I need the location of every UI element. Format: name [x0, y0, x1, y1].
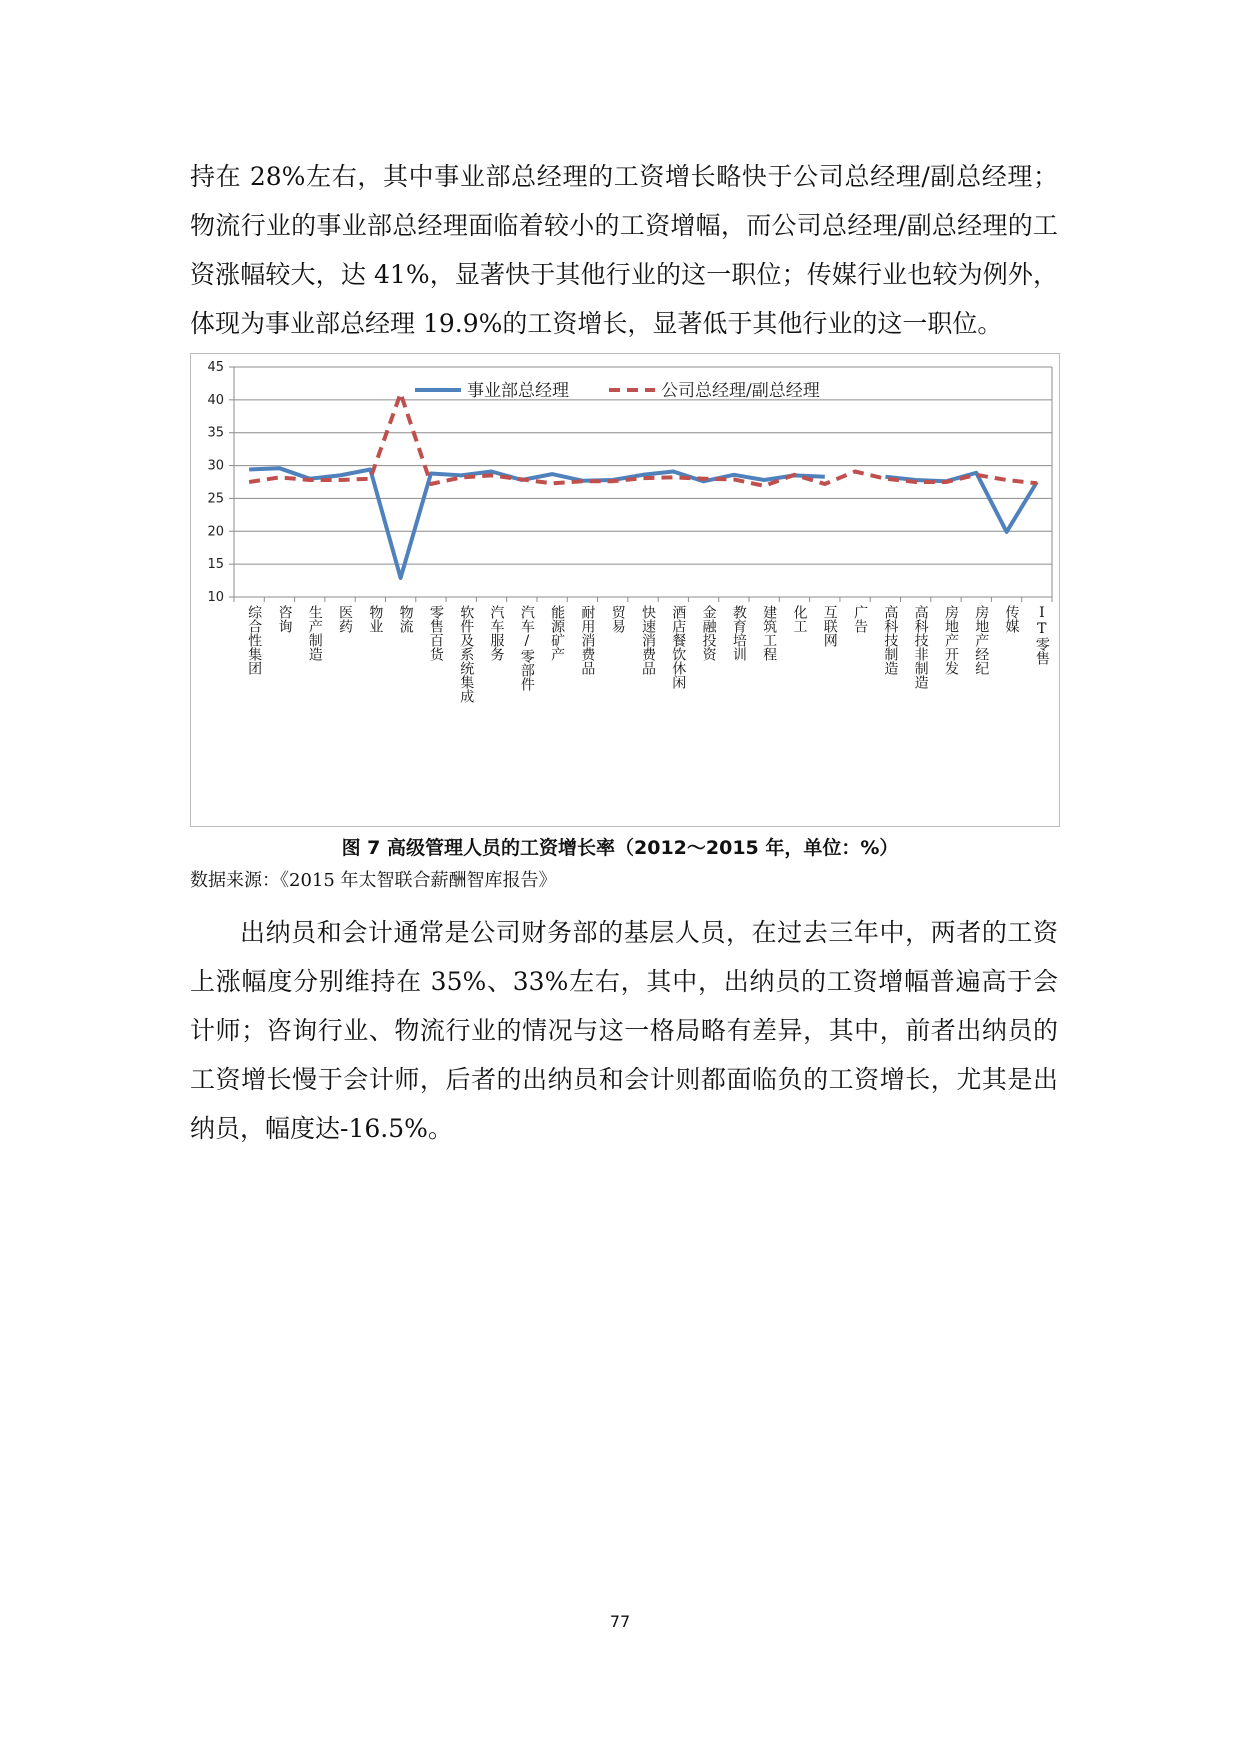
y-tick-label: 30 [207, 458, 224, 474]
x-tick-label: 化工 [791, 605, 808, 633]
x-tick-label: 物业 [367, 605, 384, 633]
x-tick-label: 高科技制造 [882, 605, 899, 675]
y-tick-label: 25 [207, 491, 224, 507]
series-line-1 [249, 468, 825, 578]
x-tick-label: 零售百货 [427, 605, 444, 661]
body-paragraph-1: 持在 28%左右，其中事业部总经理的工资增长略快于公司总经理/副总经理；物流行业的事业部总经理面临着较小的工资增幅，而公司总经理/副总经理的工资涨幅较大，达 41%，显著快于其他行业的这一职位；传媒行业也较为例外，体现为事业部总经理 19.9%的工资增长，显著低于其他行业的这一职位。 [190, 162, 1058, 338]
x-tick-label: 生产制造 [306, 605, 323, 661]
x-tick-label: 能源矿产 [549, 605, 566, 661]
x-tick-label: 耐用消费品 [579, 605, 596, 675]
y-tick-label: 15 [207, 557, 224, 573]
x-tick-label: 综合性集团 [246, 605, 263, 675]
x-tick-label: 互联网 [821, 605, 838, 647]
y-tick-label: 20 [207, 524, 224, 540]
x-tick-label: 快速消费品 [640, 605, 656, 675]
chart-canvas [191, 354, 1061, 828]
y-tick-label: 10 [207, 590, 224, 605]
y-tick-label: 40 [207, 392, 224, 408]
x-tick-label: 贸易 [609, 605, 626, 633]
body-paragraph-2: 出纳员和会计通常是公司财务部的基层人员，在过去三年中，两者的工资上涨幅度分别维持在 35%、33%左右，其中，出纳员的工资增幅普遍高于会计师；咨询行业、物流行业的情况与这一格局略有差异，其中，前者出纳员的工资增长慢于会计师，后者的出纳员和会计则都面临负的工资增长，尤其是出纳员，幅度达-16.5%。 [190, 918, 1058, 1143]
x-tick-label: 医药 [337, 605, 354, 633]
x-tick-label: 汽车服务 [488, 605, 505, 661]
x-tick-label: 咨询 [276, 605, 293, 633]
page-number: 77 [609, 1612, 631, 1631]
legend-label-2: 公司总经理/副总经理 [661, 381, 820, 401]
x-tick-label: 建筑工程 [761, 605, 778, 661]
x-tick-label: 广告 [852, 605, 869, 633]
x-tick-label: 高科技非制造 [912, 605, 929, 689]
legend-label-1: 事业部总经理 [467, 381, 569, 401]
x-tick-label: 房地产经纪 [973, 605, 990, 675]
x-tick-label: 房地产开发 [942, 605, 959, 675]
figure-caption: 图 7 高级管理人员的工资增长率（2012～2015 年，单位：%） [341, 837, 899, 859]
x-tick-label: 教育培训 [730, 605, 747, 661]
x-tick-label: 金融投资 [700, 605, 717, 661]
x-tick-label: 汽车/零部件 [518, 605, 535, 691]
line-chart [190, 353, 1060, 827]
x-tick-label: IT零售 [1033, 605, 1050, 665]
x-tick-label: 传媒 [1003, 605, 1020, 633]
data-source-note: 数据来源：《2015 年太智联合薪酬智库报告》 [190, 870, 557, 891]
y-tick-label: 45 [207, 360, 224, 375]
x-tick-label: 物流 [397, 605, 414, 633]
x-tick-label: 软件及系统集成 [458, 605, 475, 703]
y-tick-label: 35 [207, 425, 224, 441]
x-tick-label: 酒店餐饮休闲 [670, 605, 687, 689]
